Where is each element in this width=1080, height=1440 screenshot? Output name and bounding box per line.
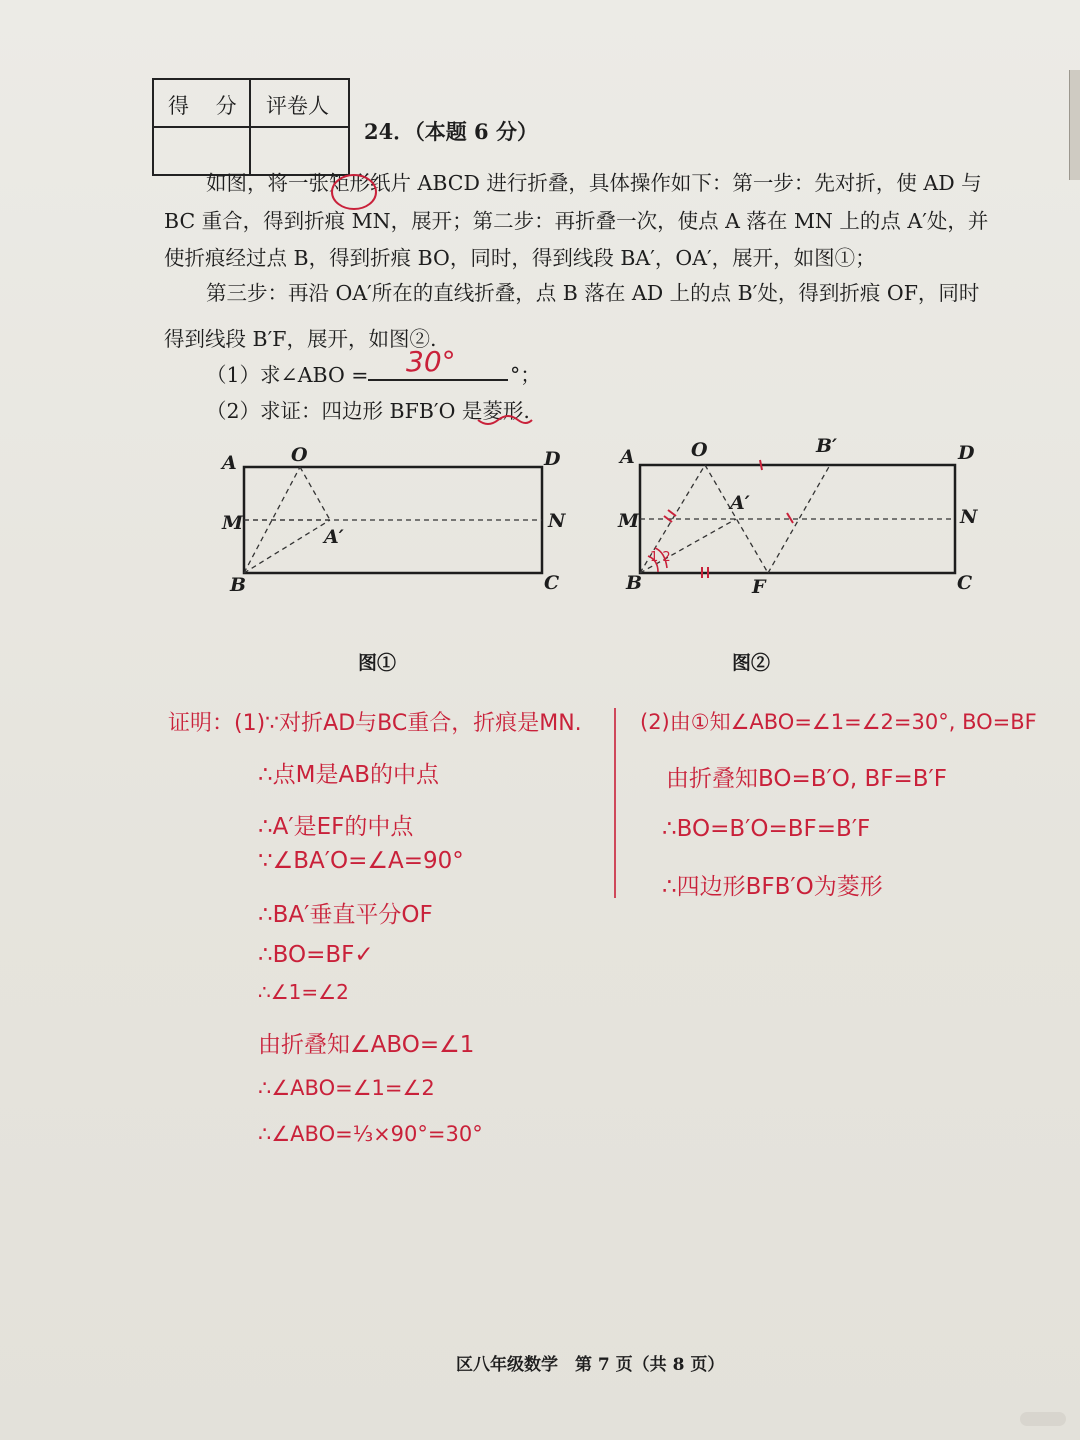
hw-left-line-6: ∴BO=BF✓ [258, 942, 374, 968]
fig1-label-o: O [291, 444, 308, 466]
hw-right-line-1: (2)由①知∠ABO=∠1=∠2=30°, BO=BF [640, 710, 1037, 734]
problem-line-2: BC 重合，得到折痕 MN，展开；第二步：再折叠一次，使点 A 落在 MN 上的点 A′处，并 [164, 209, 989, 233]
fig2-label-b: B [626, 572, 643, 594]
figure-2 [640, 460, 955, 578]
handwritten-column-divider [614, 708, 616, 898]
fig2-label-o: O [691, 439, 708, 461]
hw-left-line-1: 证明：(1)∵对折AD与BC重合，折痕是MN. [168, 711, 582, 736]
figure-2-caption: 图② [732, 652, 771, 674]
fig2-angle-labels: 1 2 [650, 550, 671, 565]
fig2-label-d: D [958, 442, 975, 464]
watermark-badge [1020, 1412, 1066, 1426]
page-footer: 区八年级数学 第 7 页（共 8 页） [456, 1355, 725, 1375]
hw-right-line-3: ∴BO=B′O=BF=B′F [662, 816, 871, 842]
fig2-label-f: F [752, 576, 766, 598]
fig2-label-b-prime: B′ [816, 435, 838, 457]
hw-left-line-3: ∴A′是EF的中点 [258, 814, 414, 840]
hw-left-line-5: ∴BA′垂直平分OF [258, 902, 433, 928]
problem-line-3: 使折痕经过点 B，得到折痕 BO，同时，得到线段 BA′，OA′，展开，如图①； [164, 246, 876, 270]
question-1-suffix: °； [510, 363, 541, 387]
hw-right-line-2: 由折叠知BO=B′O, BF=B′F [666, 766, 947, 792]
problem-line-5: 得到线段 B′F，展开，如图②. [164, 327, 437, 351]
fig2-label-m: M [618, 510, 640, 532]
fig2-label-a: A [620, 446, 635, 468]
hw-left-line-2: ∴点M是AB的中点 [258, 762, 439, 788]
problem-line-1: 如图，将一张矩形纸片 ABCD 进行折叠，具体操作如下：第一步：先对折，使 AD 与 [206, 171, 982, 195]
segment-ba-prime-1 [244, 520, 330, 573]
fig1-label-a: A [222, 452, 237, 474]
figure-1 [244, 467, 542, 573]
hw-left-line-8: 由折叠知∠ABO=∠1 [258, 1032, 475, 1058]
hw-right-line-4: ∴四边形BFB′O为菱形 [662, 874, 883, 900]
fig1-label-n: N [548, 510, 566, 532]
question-header: 24．（本题 6 分） [364, 119, 538, 144]
fig2-label-c: C [957, 572, 973, 594]
grader-label: 评卷人 [266, 94, 329, 118]
fig1-label-a-prime: A′ [324, 526, 344, 548]
question-1-answer: 30° [406, 345, 456, 378]
fig1-label-c: C [544, 572, 560, 594]
equal-length-ticks [664, 460, 793, 578]
question-2-text: （2）求证：四边形 BFB′O 是菱形. [206, 399, 530, 423]
hw-left-line-4: ∵∠BA′O=∠A=90° [258, 848, 464, 874]
score-label: 得 分 [168, 94, 247, 118]
question-1-prefix: （1）求∠ABO = [206, 363, 369, 387]
fig1-label-b: B [230, 574, 247, 596]
fig1-label-m: M [222, 512, 244, 534]
fig1-label-d: D [544, 448, 561, 470]
fig2-label-n: N [960, 506, 978, 528]
hw-left-line-9: ∴∠ABO=∠1=∠2 [258, 1076, 435, 1100]
problem-line-4: 第三步：再沿 OA′所在的直线折叠，点 B 落在 AD 上的点 B′处，得到折痕 OF，同时 [206, 281, 980, 305]
segment-oa-prime-1 [300, 467, 330, 520]
fig2-label-a-prime: A′ [730, 492, 750, 514]
hw-left-line-10: ∴∠ABO=⅓×90°=30° [258, 1122, 483, 1146]
hw-left-line-7: ∴∠1=∠2 [258, 980, 349, 1004]
figure-1-caption: 图① [358, 652, 397, 674]
